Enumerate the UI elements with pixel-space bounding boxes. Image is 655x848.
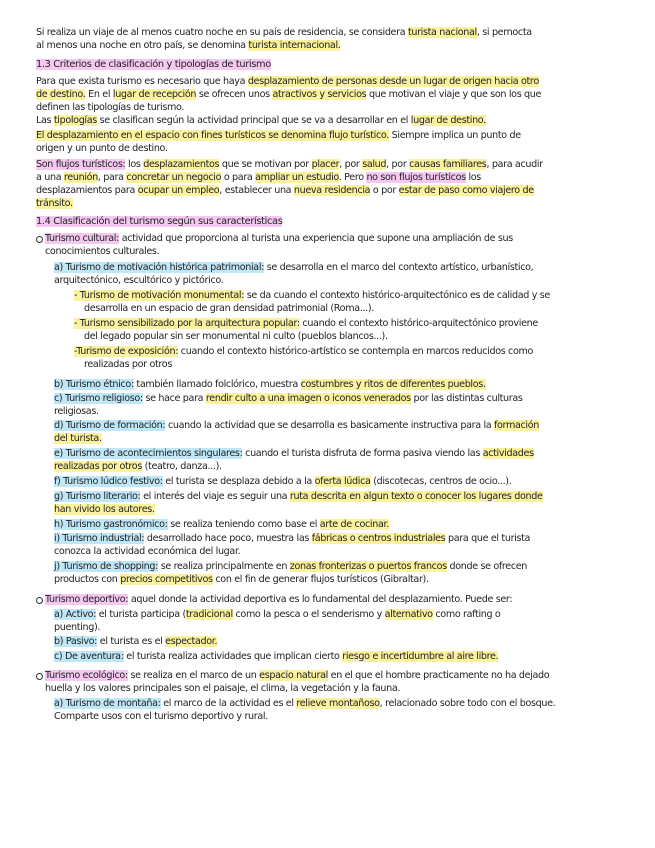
deportivo-item-b: b) Pasivo: el turista es el espectador. bbox=[54, 636, 218, 647]
paragraph-line: de destino. En el lugar de recepción se ofrecen unos atractivos y servicios que motivan el viaje y que son los que bbox=[36, 89, 542, 100]
section-heading-1-4: 1.4 Clasificación del turismo según sus características bbox=[36, 216, 283, 227]
cultural-subitem: - Turismo sensibilizado por la arquitectura popular: cuando el contexto histórico-arquitectónico proviene bbox=[74, 318, 538, 329]
ecologico-line-2: huella y los valores principales son el paisaje, el clima, la vegetación y la fauna. bbox=[45, 683, 401, 694]
cultural-item-i: conozca la actividad económica del lugar. bbox=[54, 546, 241, 557]
section-heading-1-3: 1.3 Criterios de clasificación y tipologías de turismo bbox=[36, 59, 271, 70]
ecologico-item-a: Comparte usos con el turismo deportivo y rural. bbox=[54, 711, 268, 722]
paragraph-line: definen las tipologías de turismo. bbox=[36, 102, 185, 113]
paragraph-line: tránsito. bbox=[36, 198, 73, 209]
deportivo-item-a: puenting). bbox=[54, 622, 101, 633]
cultural-item-d: d) Turismo de formación: cuando la actividad que se desarrolla es basicamente instructiva para la formación bbox=[54, 420, 539, 431]
paragraph-line: Las tipologías se clasifican según la actividad principal que se va a desarrollar en el lugar de destino. bbox=[36, 115, 486, 126]
cultural-item-e: e) Turismo de acontecimientos singulares: cuando el turista disfruta de forma pasiva viendo las actividades bbox=[54, 448, 534, 459]
cultural-subitem: realizadas por otros bbox=[84, 359, 172, 370]
cultural-item-j: j) Turismo de shopping: se realiza principalmente en zonas fronterizas o puertos francos donde se ofrecen bbox=[54, 561, 528, 572]
cultural-item-g: han vivido los autores. bbox=[54, 504, 155, 515]
cultural-item-c: c) Turismo religioso: se hace para rendir culto a una imagen o iconos venerados por las distintas culturas bbox=[54, 393, 523, 404]
cultural-subitem: del legado popular sin ser monumental ni culto (pueblos blancos...). bbox=[84, 331, 388, 342]
cultural-item-j: productos con precios competitivos con el fin de generar flujos turísticos (Gibraltar). bbox=[54, 574, 429, 585]
cultural-item-a: arquitectónico, escultórico y pictórico. bbox=[54, 275, 224, 286]
cultural-subitem: - Turismo de motivación monumental: se da cuando el contexto histórico-arquitectónico es de calidad y se bbox=[74, 290, 550, 301]
intro-line-2: al menos una noche en otro país, se denomina turista internacional. bbox=[36, 40, 341, 51]
cultural-line-1: Turismo cultural: actividad que proporciona al turista una experiencia que supone una ampliación de sus bbox=[45, 233, 513, 244]
paragraph-line: a una reunión, para concretar un negocio o para ampliar un estudio. Pero no son flujos turísticos los bbox=[36, 172, 481, 183]
bullet-icon bbox=[36, 597, 43, 604]
paragraph-line: desplazamientos para ocupar un empleo, establecer una nueva residencia o por estar de paso como viajero de bbox=[36, 185, 534, 196]
cultural-item-h: h) Turismo gastronómico: se realiza teniendo como base el arte de cocinar. bbox=[54, 519, 389, 530]
ecologico-item-a: a) Turismo de montaña: el marco de la actividad es el relieve montañoso, relacionado sobre todo con el bosque. bbox=[54, 698, 556, 709]
intro-line-1: Si realiza un viaje de al menos cuatro noche en su país de residencia, se considera turista nacional, si pernocta bbox=[36, 27, 532, 38]
cultural-item-i: i) Turismo industrial: desarrollado hace poco, muestra las fábricas o centros industriales para que el turista bbox=[54, 533, 531, 544]
cultural-subitem: desarrolla en un espacio de gran densidad patrimonial (Roma...). bbox=[84, 303, 374, 314]
cultural-subitem: -Turismo de exposición: cuando el contexto histórico-artístico se contempla en marcos reducidos como bbox=[74, 346, 534, 357]
ecologico-line-1: Turismo ecológico: se realiza en el marco de un espacio natural en el que el hombre practicamente no ha dejado bbox=[45, 670, 550, 681]
paragraph-line: Son flujos turísticos: los desplazamientos que se motivan por placer, por salud, por causas familiares, para acudir bbox=[36, 159, 543, 170]
cultural-item-f: f) Turismo lúdico festivo: el turista se desplaza debido a la oferta lúdica (discotecas, centros de ocio...). bbox=[54, 476, 512, 487]
bullet-icon bbox=[36, 236, 43, 243]
cultural-item-d: del turista. bbox=[54, 433, 102, 444]
cultural-item-g: g) Turismo literario: el interés del viaje es seguir una ruta descrita en algun texto o conocer los lugares donde bbox=[54, 491, 543, 502]
cultural-line-2: conocimientos culturales. bbox=[45, 246, 160, 257]
deportivo-item-a: a) Activo: el turista participa (tradicional como la pesca o el senderismo y alternativo como rafting o bbox=[54, 609, 501, 620]
cultural-item-a: a) Turismo de motivación histórica patrimonial: se desarrolla en el marco del contexto artístico, urbanístico, bbox=[54, 262, 534, 273]
paragraph-line: Para que exista turismo es necesario que haya desplazamiento de personas desde un lugar de origen hacia otro bbox=[36, 76, 539, 87]
cultural-item-c: religiosas. bbox=[54, 406, 99, 417]
paragraph-line: origen y un punto de destino. bbox=[36, 143, 168, 154]
bullet-icon bbox=[36, 673, 43, 680]
deportivo-line-1: Turismo deportivo: aquel donde la actividad deportiva es lo fundamental del desplazamiento. Puede ser: bbox=[45, 594, 513, 605]
paragraph-line: El desplazamiento en el espacio con fines turísticos se denomina flujo turístico. Siempre implica un punto de bbox=[36, 130, 521, 141]
cultural-item-e: realizadas por otros (teatro, danza...). bbox=[54, 461, 222, 472]
cultural-item-b: b) Turismo étnico: también llamado folclórico, muestra costumbres y ritos de diferentes pueblos. bbox=[54, 379, 486, 390]
deportivo-item-c: c) De aventura: el turista realiza actividades que implican cierto riesgo e incertidumbre al aire libre. bbox=[54, 651, 499, 662]
